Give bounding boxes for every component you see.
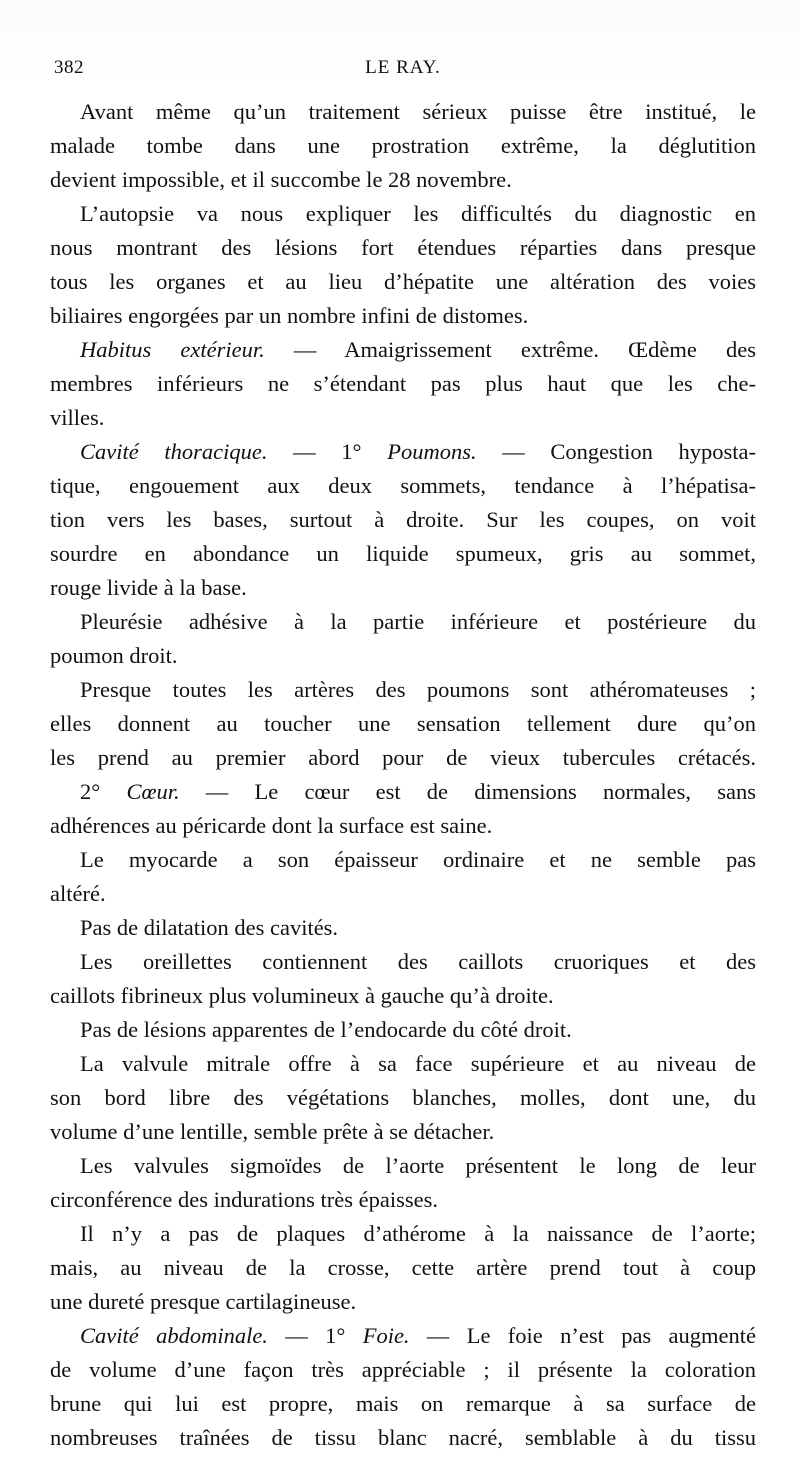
text-line bbox=[50, 163, 756, 197]
text-line bbox=[50, 843, 756, 877]
text-span: — Congestion hyposta- bbox=[476, 439, 756, 464]
text-line bbox=[50, 775, 756, 809]
text-span: mais, au niveau de la crosse, cette artère prend tout à coup bbox=[50, 1255, 756, 1280]
text-line bbox=[50, 1217, 756, 1251]
text-line bbox=[50, 503, 756, 537]
text-span: — Amaigrissement extrême. Œdème des bbox=[264, 337, 756, 362]
text-line bbox=[50, 333, 756, 367]
text-line bbox=[50, 231, 756, 265]
text-line bbox=[50, 537, 756, 571]
text-span: tous les organes et au lieu d’hépatite une altération des voies bbox=[50, 269, 756, 294]
text-span: Les valvules sigmoïdes de l’aorte présentent le long de leur bbox=[80, 1153, 756, 1178]
text-span: nous montrant des lésions fort étendues réparties dans presque bbox=[50, 235, 756, 260]
text-line bbox=[50, 741, 756, 775]
text-span: biliaires engorgées par un nombre infini de distomes. bbox=[50, 303, 529, 328]
running-title: LE RAY. bbox=[365, 57, 441, 78]
body-text bbox=[50, 95, 756, 1455]
text-line bbox=[50, 1251, 756, 1285]
text-span: — Le cœur est de dimensions normales, sans bbox=[179, 779, 756, 804]
text-line bbox=[50, 911, 756, 945]
text-line bbox=[50, 469, 756, 503]
text-line bbox=[50, 1421, 756, 1455]
text-span: — Le foie n’est pas augmenté bbox=[409, 1323, 756, 1348]
text-span: Les oreillettes contiennent des caillots cruoriques et des bbox=[80, 949, 756, 974]
text-span: nombreuses traînées de tissu blanc nacré, semblable à du tissu bbox=[50, 1425, 756, 1450]
text-span: tique, engouement aux deux sommets, tendance à l’hépatisa- bbox=[50, 473, 756, 498]
text-line bbox=[50, 1285, 756, 1319]
page-header bbox=[52, 57, 754, 87]
text-line bbox=[50, 809, 756, 843]
text-span: Presque toutes les artères des poumons sont athéromateuses ; bbox=[80, 677, 756, 702]
italic-heading: Cœur. bbox=[126, 779, 180, 804]
text-span: malade tombe dans une prostration extrême, la déglutition bbox=[50, 133, 756, 158]
text-line bbox=[50, 1353, 756, 1387]
text-span: altéré. bbox=[50, 881, 106, 906]
text-line bbox=[50, 945, 756, 979]
text-span: brune qui lui est propre, mais on remarque à sa surface de bbox=[50, 1391, 756, 1416]
text-span: Pas de lésions apparentes de l’endocarde du côté droit. bbox=[80, 1017, 572, 1042]
text-span: — 1° bbox=[267, 439, 388, 464]
text-span: tion vers les bases, surtout à droite. Sur les coupes, on voit bbox=[50, 507, 756, 532]
text-line bbox=[50, 299, 756, 333]
italic-heading: Foie. bbox=[362, 1323, 410, 1348]
text-span: membres inférieurs ne s’étendant pas plus haut que les che- bbox=[50, 371, 756, 396]
text-line bbox=[50, 639, 756, 673]
text-line bbox=[50, 571, 756, 605]
text-span: circonférence des indurations très épaisses. bbox=[50, 1187, 438, 1212]
text-line bbox=[50, 1047, 756, 1081]
text-span: Le myocarde a son épaisseur ordinaire et ne semble pas bbox=[80, 847, 756, 872]
text-line bbox=[50, 1013, 756, 1047]
text-span: Il n’y a pas de plaques d’athérome à la naissance de l’aorte; bbox=[80, 1221, 756, 1246]
text-span: poumon droit. bbox=[50, 643, 178, 668]
text-span: son bord libre des végétations blanches, molles, dont une, du bbox=[50, 1085, 756, 1110]
text-span: Avant même qu’un traitement sérieux puisse être institué, le bbox=[80, 99, 756, 124]
text-line bbox=[50, 197, 756, 231]
text-line bbox=[50, 979, 756, 1013]
italic-heading: Cavité thoracique. bbox=[80, 439, 268, 464]
text-line bbox=[50, 673, 756, 707]
text-span: de volume d’une façon très appréciable ; il présente la coloration bbox=[50, 1357, 756, 1382]
text-span: les prend au premier abord pour de vieux tubercules crétacés. bbox=[50, 745, 756, 770]
text-span: La valvule mitrale offre à sa face supérieure et au niveau de bbox=[80, 1051, 756, 1076]
italic-heading: Poumons. bbox=[387, 439, 477, 464]
text-line bbox=[50, 367, 756, 401]
text-span: Pleurésie adhésive à la partie inférieure et postérieure du bbox=[80, 609, 756, 634]
text-span: 2° bbox=[80, 779, 127, 804]
text-span: volume d’une lentille, semble prête à se détacher. bbox=[50, 1119, 495, 1144]
text-line bbox=[50, 401, 756, 435]
text-span: sourdre en abondance un liquide spumeux, gris au sommet, bbox=[50, 541, 756, 566]
text-span: une dureté presque cartilagineuse. bbox=[50, 1289, 357, 1314]
text-span: rouge livide à la base. bbox=[50, 575, 247, 600]
text-line bbox=[50, 605, 756, 639]
page-number: 382 bbox=[54, 57, 84, 78]
text-line bbox=[50, 1319, 756, 1353]
text-line bbox=[50, 129, 756, 163]
text-span: adhérences au péricarde dont la surface est saine. bbox=[50, 813, 493, 838]
text-line bbox=[50, 95, 756, 129]
text-span: L’autopsie va nous expliquer les difficultés du diagnostic en bbox=[80, 201, 756, 226]
text-span: devient impossible, et il succombe le 28 novembre. bbox=[50, 167, 512, 192]
text-span: elles donnent au toucher une sensation tellement dure qu’on bbox=[50, 711, 756, 736]
text-line bbox=[50, 1115, 756, 1149]
text-line bbox=[50, 1183, 756, 1217]
text-line bbox=[50, 877, 756, 911]
text-span: caillots fibrineux plus volumineux à gauche qu’à droite. bbox=[50, 983, 554, 1008]
text-line bbox=[50, 1081, 756, 1115]
text-span: Pas de dilatation des cavités. bbox=[80, 915, 339, 940]
text-span: villes. bbox=[50, 405, 105, 430]
text-span: — 1° bbox=[267, 1323, 363, 1348]
text-line bbox=[50, 435, 756, 469]
text-line bbox=[50, 265, 756, 299]
text-line bbox=[50, 707, 756, 741]
text-line bbox=[50, 1387, 756, 1421]
italic-heading: Cavité abdominale. bbox=[80, 1323, 268, 1348]
text-line bbox=[50, 1149, 756, 1183]
italic-heading: Habitus extérieur. bbox=[80, 337, 265, 362]
